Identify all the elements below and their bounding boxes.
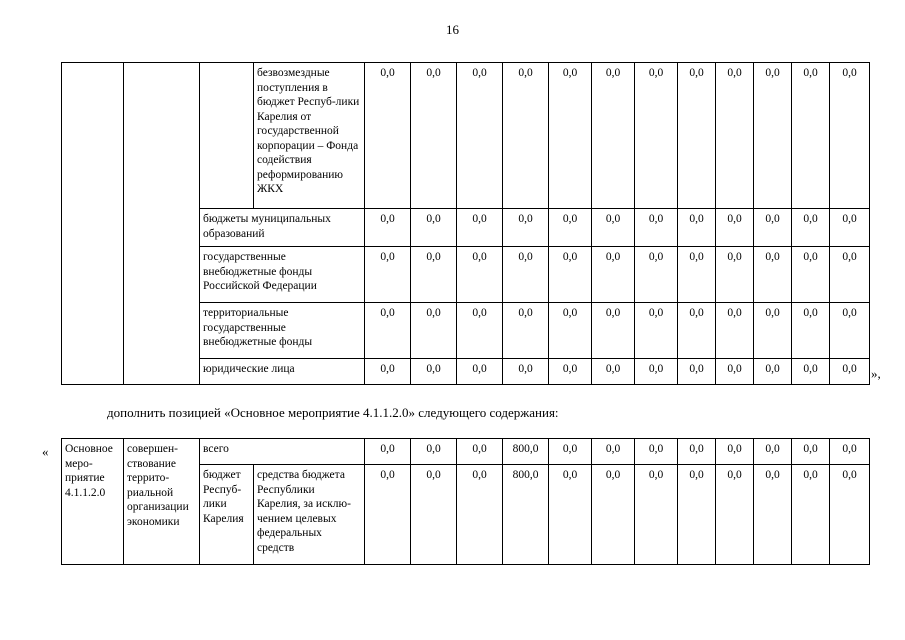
value-cell: 0,0 [503, 209, 549, 247]
value-cell: 0,0 [503, 63, 549, 209]
value-cell: 0,0 [457, 465, 503, 565]
activity-name-cell: совершен-ствование террито-риальной организации экономики [124, 439, 200, 565]
value-cell: 0,0 [549, 209, 592, 247]
value-cell: 0,0 [716, 303, 754, 359]
value-cell: 0,0 [716, 439, 754, 465]
value-cell: 0,0 [830, 439, 870, 465]
value-cell: 0,0 [549, 359, 592, 385]
value-cell: 0,0 [503, 359, 549, 385]
value-cell: 0,0 [635, 359, 678, 385]
value-cell: 0,0 [792, 247, 830, 303]
value-cell: 0,0 [365, 247, 411, 303]
table2-body [62, 439, 870, 565]
value-cell: 0,0 [678, 439, 716, 465]
opening-quote: « [42, 444, 49, 459]
value-cell: 0,0 [457, 63, 503, 209]
value-cell: 0,0 [754, 303, 792, 359]
value-cell: 0,0 [365, 359, 411, 385]
closing-quote: », [871, 366, 881, 381]
value-cell: 0,0 [830, 209, 870, 247]
value-cell: 0,0 [754, 247, 792, 303]
value-cell: 0,0 [411, 303, 457, 359]
table-row [62, 439, 870, 465]
new-activity-table [61, 438, 870, 565]
row-label: средства бюджета Республики Карелия, за исклю-чением целевых федеральных средств [254, 465, 365, 565]
value-cell: 0,0 [503, 247, 549, 303]
value-cell: 0,0 [678, 303, 716, 359]
table-row [62, 63, 870, 209]
value-cell: 0,0 [411, 247, 457, 303]
value-cell: 0,0 [678, 359, 716, 385]
value-cell: 0,0 [678, 209, 716, 247]
value-cell: 0,0 [754, 359, 792, 385]
value-cell: 0,0 [365, 439, 411, 465]
row-label: безвозмездные поступления в бюджет Респуб-лики Карелия от государственной корпорации – Фонда содействия реформированию ЖКХ [254, 63, 365, 209]
value-cell: 0,0 [592, 439, 635, 465]
value-cell: 0,0 [635, 63, 678, 209]
value-cell: 0,0 [754, 209, 792, 247]
value-cell: 0,0 [792, 465, 830, 565]
funding-table-continuation [61, 62, 870, 385]
row-label: бюджеты муниципальных образований [200, 209, 365, 247]
value-cell: 0,0 [792, 303, 830, 359]
value-cell: 0,0 [592, 247, 635, 303]
value-cell: 0,0 [411, 465, 457, 565]
value-cell: 0,0 [635, 465, 678, 565]
value-cell: 0,0 [549, 303, 592, 359]
value-cell: 0,0 [635, 303, 678, 359]
value-cell: 0,0 [457, 209, 503, 247]
value-cell: 0,0 [365, 303, 411, 359]
value-cell: 0,0 [716, 465, 754, 565]
value-cell: 0,0 [716, 209, 754, 247]
value-cell: 0,0 [457, 247, 503, 303]
value-cell: 0,0 [635, 247, 678, 303]
value-cell: 0,0 [549, 247, 592, 303]
value-cell: 0,0 [411, 359, 457, 385]
value-cell: 0,0 [635, 209, 678, 247]
value-cell: 0,0 [792, 359, 830, 385]
value-cell: 800,0 [503, 439, 549, 465]
value-cell: 0,0 [592, 359, 635, 385]
value-cell: 0,0 [754, 465, 792, 565]
value-cell: 0,0 [635, 439, 678, 465]
value-cell: 0,0 [716, 63, 754, 209]
value-cell: 0,0 [830, 63, 870, 209]
row-label: всего [200, 439, 365, 465]
value-cell: 0,0 [365, 63, 411, 209]
value-cell: 0,0 [792, 439, 830, 465]
value-cell: 0,0 [716, 247, 754, 303]
value-cell: 0,0 [411, 209, 457, 247]
value-cell: 0,0 [792, 209, 830, 247]
value-cell: 0,0 [411, 63, 457, 209]
empty-status-cell [62, 63, 124, 385]
value-cell: 0,0 [549, 465, 592, 565]
empty-source-group-cell [200, 63, 254, 209]
value-cell: 0,0 [365, 465, 411, 565]
empty-name-cell [124, 63, 200, 385]
value-cell: 0,0 [716, 359, 754, 385]
value-cell: 0,0 [678, 63, 716, 209]
value-cell: 800,0 [503, 465, 549, 565]
value-cell: 0,0 [411, 439, 457, 465]
value-cell: 0,0 [457, 439, 503, 465]
row-label: государственные внебюджетные фонды Российской Федерации [200, 247, 365, 303]
value-cell: 0,0 [503, 303, 549, 359]
value-cell: 0,0 [549, 439, 592, 465]
value-cell: 0,0 [549, 63, 592, 209]
value-cell: 0,0 [830, 303, 870, 359]
value-cell: 0,0 [365, 209, 411, 247]
value-cell: 0,0 [592, 209, 635, 247]
source-group-label: бюджет Респуб-лики Карелия [200, 465, 254, 565]
value-cell: 0,0 [457, 359, 503, 385]
row-label: территориальные государственные внебюджетные фонды [200, 303, 365, 359]
value-cell: 0,0 [754, 63, 792, 209]
value-cell: 0,0 [792, 63, 830, 209]
row-label: юридические лица [200, 359, 365, 385]
value-cell: 0,0 [830, 247, 870, 303]
activity-status-cell: Основное меро-приятие 4.1.1.2.0 [62, 439, 124, 565]
value-cell: 0,0 [457, 303, 503, 359]
instruction-text: дополнить позицией «Основное мероприятие 4.1.1.2.0» следующего содержания: [107, 405, 559, 420]
value-cell: 0,0 [592, 63, 635, 209]
value-cell: 0,0 [678, 247, 716, 303]
value-cell: 0,0 [678, 465, 716, 565]
table1-body [62, 63, 870, 385]
page-number: 16 [446, 22, 459, 37]
value-cell: 0,0 [830, 359, 870, 385]
value-cell: 0,0 [592, 303, 635, 359]
value-cell: 0,0 [592, 465, 635, 565]
value-cell: 0,0 [830, 465, 870, 565]
value-cell: 0,0 [754, 439, 792, 465]
